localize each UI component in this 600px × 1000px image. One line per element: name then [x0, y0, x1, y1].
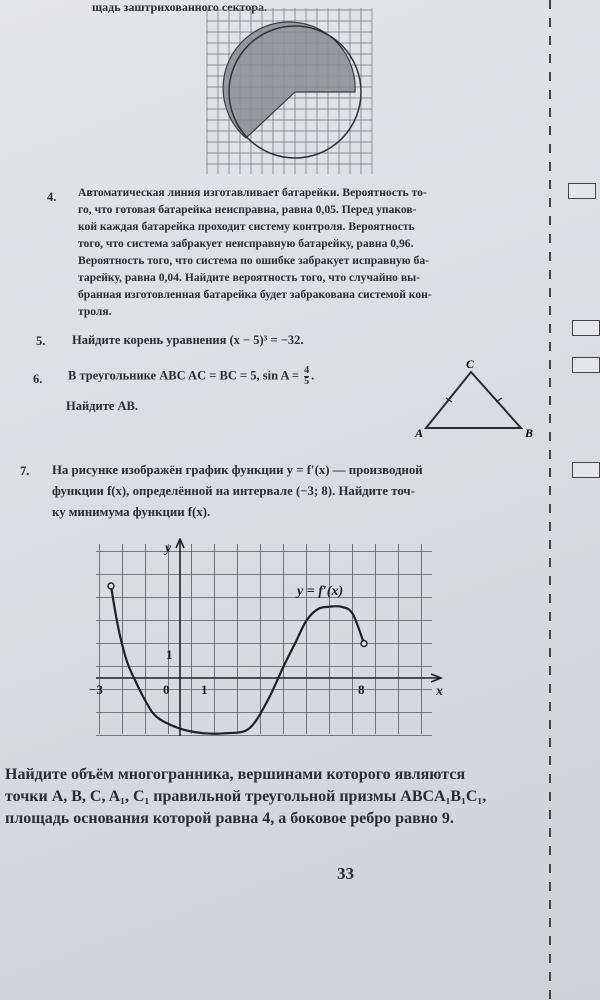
problem4-number: 4. [47, 190, 57, 204]
tick-label-x-1: 1 [201, 682, 208, 697]
problem5-text: Найдите корень уравнения (x − 5)³ = −32. [72, 333, 304, 347]
answer-box-6[interactable] [572, 357, 600, 373]
tick-label-minus-3: −3 [89, 682, 103, 697]
cut-line [549, 0, 551, 1000]
problem4-line: го, что готовая батарейка неисправна, равна 0,05. Перед упаков- [78, 203, 417, 216]
vertex-label-c: C [466, 357, 475, 371]
sin-fraction [304, 366, 309, 387]
sector-caption: щадь заштрихованного сектора. [92, 0, 267, 14]
problem4-line: кой каждая батарейка проходит систему контроля. Вероятность [78, 220, 415, 233]
bottom-line: Найдите объём многогранника, вершинами которого являются [5, 766, 466, 783]
problem4-line: тарейку, равна 0,04. Найдите вероятность того, что случайно вы- [78, 271, 421, 284]
problem5-number: 5. [36, 334, 46, 348]
frac-denominator: 5 [304, 376, 310, 387]
problem6-number: 6. [33, 372, 43, 386]
problem4-line: Автоматическая линия изготавливает батарейки. Вероятность то- [78, 186, 427, 199]
tick-label-8: 8 [358, 682, 365, 697]
frac-numerator: 4 [304, 365, 310, 376]
tick-label-origin: 0 [163, 682, 170, 697]
bottom-problem [5, 764, 595, 830]
sector-figure [205, 8, 375, 176]
axis-arrows [176, 539, 441, 682]
problem4-text [78, 184, 432, 320]
derivative-graph [88, 538, 448, 738]
answer-box-7[interactable] [572, 462, 600, 478]
endpoint-left [108, 583, 114, 589]
problem4-line: того, что система забракует неисправную батарейку, равна 0,96. [78, 237, 414, 250]
page-number: 33 [337, 864, 354, 883]
triangle-figure [410, 355, 545, 440]
bottom-line: точки A, B, C, A₁, C₁ правильной треугольной призмы ABCA₁B₁C₁, [5, 788, 487, 805]
problem4-line: Вероятность того, что система по ошибке забракует исправную ба- [78, 254, 429, 267]
bottom-line: площадь основания которой равна 4, а боковое ребро равно 9. [5, 810, 454, 827]
problem7-number: 7. [20, 464, 30, 478]
problem4-line: бранная изготовленная батарейка будет забракована системой кон- [78, 288, 432, 301]
series-label: y = f′(x) [297, 584, 344, 600]
tick-label-y-1: 1 [166, 647, 173, 662]
endpoint-right [361, 641, 367, 647]
problem6-text-after: . [311, 368, 315, 383]
problem6-text-before: В треугольнике ABC AC = BC = 5, sin A = [68, 368, 300, 383]
problem7-text [52, 460, 423, 523]
problem7-line: ку минимума функции f(x). [52, 505, 211, 519]
answer-box-5[interactable] [572, 320, 600, 336]
x-axis-label: x [436, 684, 443, 699]
problem4-line: троля. [78, 305, 112, 318]
problem7-line: функции f(x), определённой на интервале (−3; 8). Найдите точ- [52, 484, 415, 498]
answer-box-4[interactable] [568, 183, 596, 199]
vertex-label-a: A [415, 426, 424, 440]
problem6-line2: Найдите AB. [66, 399, 139, 413]
y-axis-label: y [165, 541, 172, 556]
problem7-line: На рисунке изображён график функции y = f′(x) — производной [52, 463, 423, 477]
problem6-text [68, 366, 314, 387]
vertex-label-b: B [525, 426, 534, 440]
